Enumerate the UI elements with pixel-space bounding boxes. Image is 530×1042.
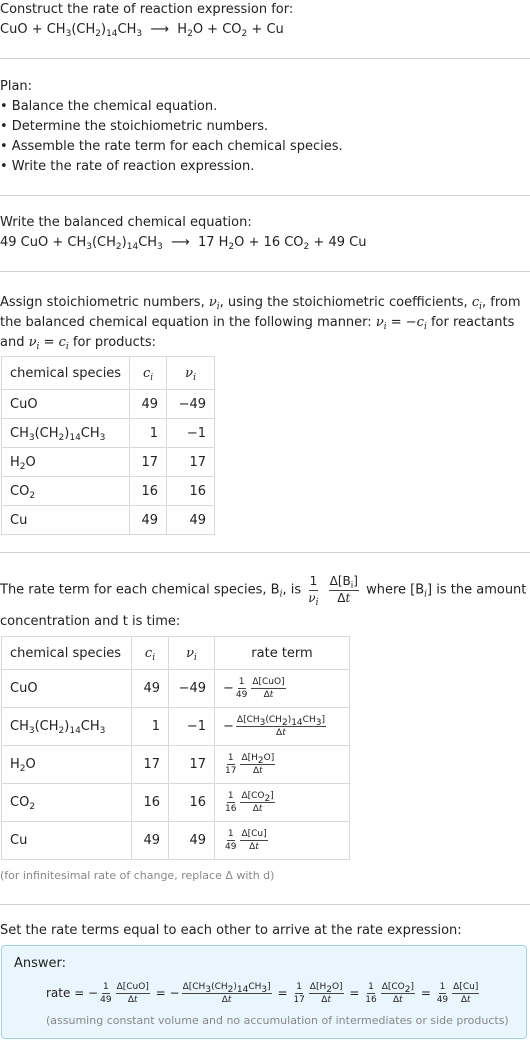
species: CuO xyxy=(2,390,130,419)
denominator: 49 xyxy=(225,842,237,852)
product-co2: $CO_2$ xyxy=(222,22,248,39)
coef: 1 xyxy=(130,419,167,448)
stoich-number: 16 xyxy=(169,784,215,822)
header-rate-term: rate term xyxy=(215,637,350,670)
stoich-intro: the balanced chemical equation in the following manner: $\nu_i = -c_i$ for reactants xyxy=(0,315,515,332)
table-row xyxy=(2,477,215,506)
product-cu: Cu xyxy=(266,22,284,37)
text: , is xyxy=(282,582,302,598)
coef: 16 xyxy=(130,477,167,506)
species: $CO_2$ xyxy=(2,477,130,506)
divider xyxy=(0,904,530,905)
final-intro: Set the rate terms equal to each other to arrive at the rate expression: xyxy=(0,923,462,938)
species: $CH_3(CH_2)_{14}CH_3$ xyxy=(2,419,130,448)
species: Cu xyxy=(2,822,132,860)
rate-definition-fraction: $\frac{\Delta[B_i]}{\Delta t}$ xyxy=(329,574,358,605)
coef-cuo: 49 xyxy=(0,235,17,250)
product-water: $H_2O$ xyxy=(177,22,204,39)
stoich-number: −1 xyxy=(169,708,215,746)
stoich-number: −1 xyxy=(167,419,215,448)
stoich-number: −49 xyxy=(169,670,215,708)
coef-h2o: 17 xyxy=(197,235,215,250)
stoich-number: 17 xyxy=(169,746,215,784)
table-row xyxy=(2,670,350,708)
table-header-row xyxy=(2,637,350,670)
text: Assign stoichiometric numbers, xyxy=(0,295,205,310)
species: $CO_2$ xyxy=(2,784,132,822)
divider xyxy=(0,195,530,196)
construct-heading: Construct the rate of reaction expression for: xyxy=(0,2,294,17)
plan-title: Plan: xyxy=(0,79,33,94)
unbalanced-equation: CuO + $CH_3(CH_2)_{14}CH_3$ ⟶ $H_2O + CO_2 + Cu$ xyxy=(0,22,284,39)
species: $H_2O$ xyxy=(2,448,130,477)
rate-definition-fraction: $\frac{1}{\nu_i}$ xyxy=(308,574,319,608)
plan-step: • Determine the stoichiometric numbers. xyxy=(0,119,269,134)
stoich-table xyxy=(1,356,215,535)
header-species: chemical species xyxy=(2,357,130,390)
text: and xyxy=(0,335,25,350)
rate-term: $\frac{1}{16}$ $\frac{\Delta[CO_2]}{\Delta t}$ xyxy=(215,784,350,822)
balanced-equation: 49 CuO + $CH_3(CH_2)_{14}CH_3$ ⟶ 17 $H_2O + 16$ $CO_2 + 49$ Cu xyxy=(0,235,367,252)
stoich-number: 49 xyxy=(169,822,215,860)
table-row xyxy=(2,708,350,746)
coef: 49 xyxy=(132,822,169,860)
stoich-number: −49 xyxy=(167,390,215,419)
c-symbol: c xyxy=(144,645,153,661)
species: CuO xyxy=(2,670,132,708)
table-row xyxy=(2,506,215,535)
answer-box xyxy=(1,945,527,1039)
answer-label: Answer: xyxy=(14,956,67,971)
denominator: 49 xyxy=(235,690,248,700)
header-nu: $\nu_i$ xyxy=(169,637,215,670)
text: , from xyxy=(481,295,521,310)
table-row xyxy=(2,448,215,477)
text: ] is the amount xyxy=(427,582,527,598)
rate-term: − $\frac{\Delta[CH_3(CH_2)_{14}CH_3]}{\Delta t}$ xyxy=(215,708,350,746)
rate-intro: The rate term for each chemical species, $B_i$, is $\frac{1}{\nu_i}$ $\frac{\Delta[B_i]}{\Delta t}$ where $[B_i]$ is the amount xyxy=(0,574,527,608)
coef: 49 xyxy=(130,506,167,535)
table-row xyxy=(2,784,350,822)
assumption-note: (assuming constant volume and no accumulation of intermediates or side products) xyxy=(46,1014,509,1027)
text: for products: xyxy=(72,335,157,350)
coef-cu: 49 xyxy=(328,235,345,250)
header-species: chemical species xyxy=(2,637,132,670)
rate-table xyxy=(1,636,350,860)
balanced-intro: Write the balanced chemical equation: xyxy=(0,215,252,230)
divider xyxy=(0,271,530,272)
plan-step: • Write the rate of reaction expression. xyxy=(0,159,255,174)
rate-word: rate xyxy=(46,986,71,1000)
header-c: $c_i$ xyxy=(132,637,169,670)
table-header-row xyxy=(2,357,215,390)
text: where [B xyxy=(366,582,425,598)
stoich-intro: and $\nu_i = c_i$ for products: xyxy=(0,335,157,352)
rate-expression: rate = − $\frac{1}{49}$ $\frac{\text{Δ[CuO]}}{\Delta t}$ = − $\frac{\Delta[CH_3(CH_2)_{14}CH_3]}{\Delta t}$ = $\frac{1}{17}$ $\frac{\Delta[H_2O]}{\Delta t}$ = $\frac{1}{16}$ $\frac{\Delta[CO_2]}{\Delta t}$ = $\frac{1}{49}$ $\frac{\Delta[Cu]}{\Delta t}$ xyxy=(46,982,479,1005)
nu-symbol: ν xyxy=(186,645,194,661)
stoich-number: 49 xyxy=(167,506,215,535)
rate-term: $\frac{1}{49}$ $\frac{\Delta[Cu]}{\Delta t}$ xyxy=(215,822,350,860)
coef: 16 xyxy=(132,784,169,822)
text: for reactants xyxy=(430,315,515,330)
coef: 49 xyxy=(132,670,169,708)
coef-co2: 16 xyxy=(263,235,281,250)
rate-term: − $\frac{1}{49}$ $\frac{\text{Δ[CuO]}}{\Delta t}$ xyxy=(215,670,350,708)
text: the balanced chemical equation in the following manner: xyxy=(0,315,372,330)
divider xyxy=(0,58,530,59)
species: $CH_3(CH_2)_{14}CH_3$ xyxy=(2,708,132,746)
denominator: 16 xyxy=(225,804,237,814)
plan-step: • Balance the chemical equation. xyxy=(0,99,218,114)
table-row xyxy=(2,822,350,860)
header-c: $c_i$ xyxy=(130,357,167,390)
c-symbol: c xyxy=(142,365,151,381)
divider xyxy=(0,552,530,553)
stoich-number: 17 xyxy=(167,448,215,477)
infinitesimal-note: (for infinitesimal rate of change, replace Δ with d) xyxy=(0,869,275,882)
coef: 17 xyxy=(132,746,169,784)
reactant-cuo: CuO xyxy=(0,22,28,37)
header-nu: $\nu_i$ xyxy=(167,357,215,390)
reactant-hexadecane: $CH_3(CH_2)_{14}CH_3$ xyxy=(46,22,143,39)
table-row xyxy=(2,746,350,784)
stoich-intro: Assign stoichiometric numbers, $\nu_i$, using the stoichiometric coefficients, $c_i$, from xyxy=(0,295,521,312)
coef: 17 xyxy=(130,448,167,477)
species: Cu xyxy=(2,506,130,535)
text: , using the stoichiometric coefficients, xyxy=(219,295,468,310)
text: The rate term for each chemical species, B xyxy=(0,582,280,598)
table-row xyxy=(2,419,215,448)
table-row xyxy=(2,390,215,419)
species: $H_2O$ xyxy=(2,746,132,784)
rate-term: $\frac{1}{17}$ $\frac{\Delta[H_2O]}{\Delta t}$ xyxy=(215,746,350,784)
nu-symbol: ν xyxy=(185,365,194,381)
denominator: 17 xyxy=(225,766,237,776)
coef: 49 xyxy=(130,390,167,419)
coef: 1 xyxy=(132,708,169,746)
plan-step: • Assemble the rate term for each chemical species. xyxy=(0,139,343,154)
rate-intro: concentration and t is time: xyxy=(0,614,181,629)
stoich-number: 16 xyxy=(167,477,215,506)
